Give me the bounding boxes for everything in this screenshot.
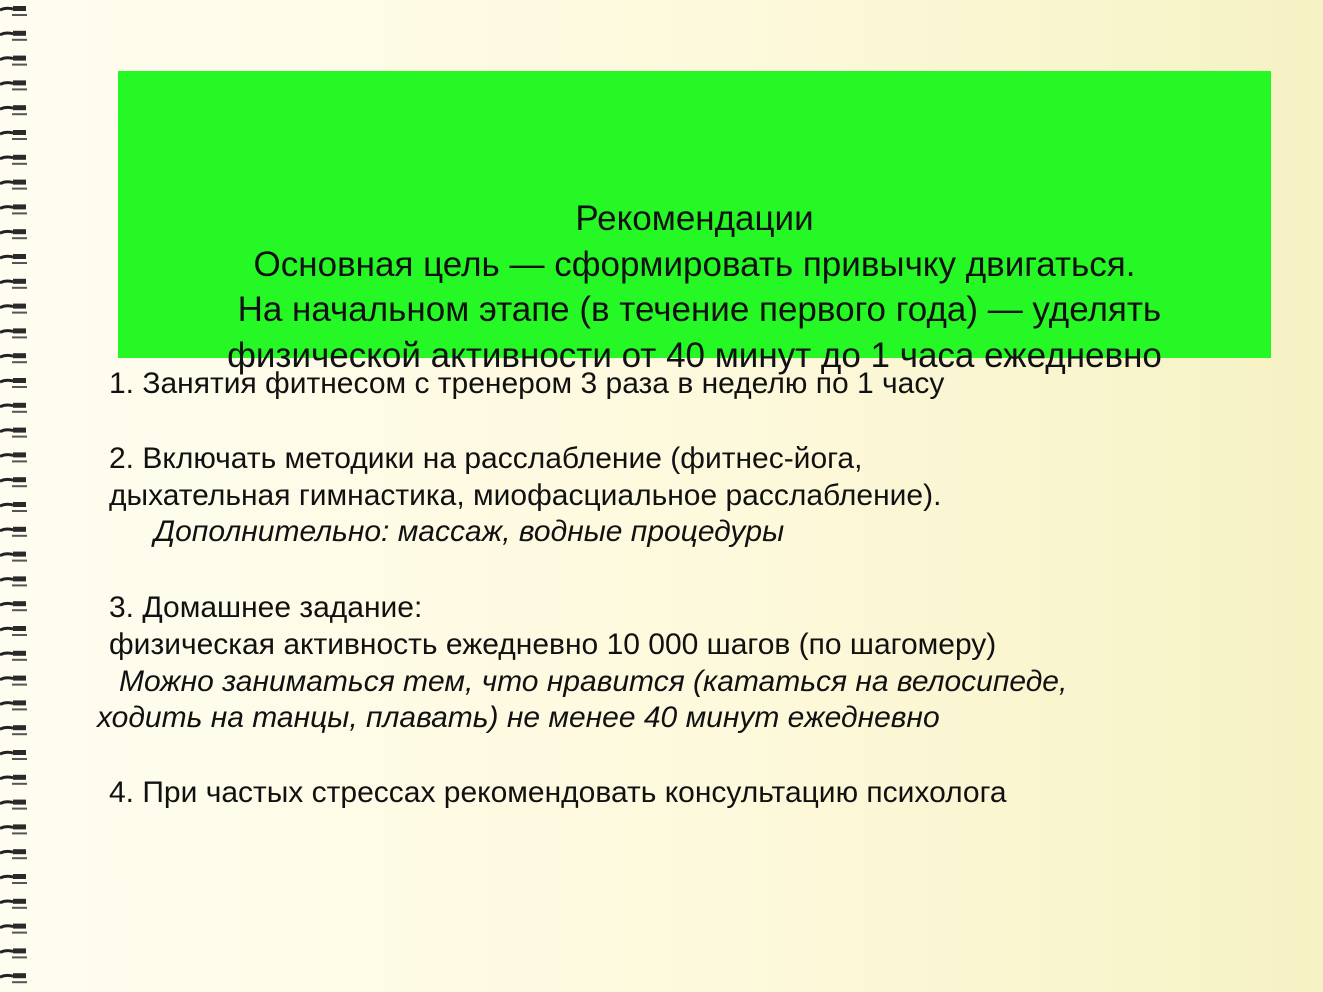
banner-activity-duration: физической активности от 40 минут до 1 часа ежедневно (227, 335, 1162, 375)
spiral-ring (0, 824, 27, 833)
spiral-ring (0, 527, 27, 536)
list-item-3-note-line-1: Можно заниматься тем, что нравится (кататься на велосипеде, (119, 665, 1068, 698)
spiral-ring (0, 254, 27, 263)
spiral-ring (0, 56, 27, 65)
spiral-ring (0, 80, 27, 89)
spiral-ring (0, 204, 27, 213)
list-item-1: 1. Занятия фитнесом с тренером 3 раза в неделю по 1 часу (109, 367, 945, 400)
spiral-ring (0, 6, 27, 15)
spiral-ring (0, 651, 27, 660)
list-item-3-note-line-2: ходить на танцы, плавать) не менее 40 минут ежедневно (97, 701, 940, 734)
list-item-2-line-1: 2. Включать методики на расслабление (фитнес-йога, (109, 442, 863, 475)
spiral-ring (0, 948, 27, 957)
recommendations-banner (118, 71, 1271, 375)
list-item-2-line-2: дыхательная гимнастика, миофасциальное расслабление). (109, 479, 942, 512)
spiral-ring (0, 775, 27, 784)
list-item-4: 4. При частых стрессах рекомендовать консультацию психолога (109, 776, 1007, 809)
spiral-ring (0, 676, 27, 685)
banner-main-goal: Основная цель — сформировать привычку двигаться. (253, 244, 1136, 284)
spiral-ring (0, 304, 27, 313)
spiral-ring (0, 155, 27, 164)
spiral-ring (0, 229, 27, 238)
banner-title: Рекомендации (575, 199, 814, 238)
spiral-ring (0, 973, 27, 982)
spiral-ring (0, 378, 27, 387)
spiral-ring (0, 750, 27, 759)
spiral-ring (0, 502, 27, 511)
spiral-ring (0, 849, 27, 858)
spiral-ring (0, 725, 27, 734)
spiral-ring (0, 403, 27, 412)
spiral-ring (0, 626, 27, 635)
list-item-2-note: Дополнительно: массаж, водные процедуры (154, 515, 785, 548)
spiral-ring (0, 576, 27, 585)
spiral-ring (0, 130, 27, 139)
spiral-ring (0, 477, 27, 486)
spiral-ring (0, 180, 27, 189)
spiral-ring (0, 601, 27, 610)
spiral-ring (0, 452, 27, 461)
list-item-3-line-1: 3. Домашнее задание: (109, 591, 423, 624)
spiral-ring (0, 924, 27, 933)
spiral-ring (0, 328, 27, 337)
spiral-ring (0, 31, 27, 40)
spiral-binding-icon (0, 0, 34, 992)
banner-initial-stage: На начальном этапе (в течение первого года) — уделять (227, 290, 1162, 329)
spiral-ring (0, 105, 27, 114)
spiral-ring (0, 428, 27, 437)
spiral-ring (0, 899, 27, 908)
spiral-ring (0, 800, 27, 809)
spiral-ring (0, 353, 27, 362)
spiral-ring (0, 700, 27, 709)
spiral-ring (0, 279, 27, 288)
spiral-ring (0, 552, 27, 561)
list-item-3-line-2: физическая активность ежедневно 10 000 шагов (по шагомеру) (109, 628, 997, 661)
spiral-ring (0, 874, 27, 883)
